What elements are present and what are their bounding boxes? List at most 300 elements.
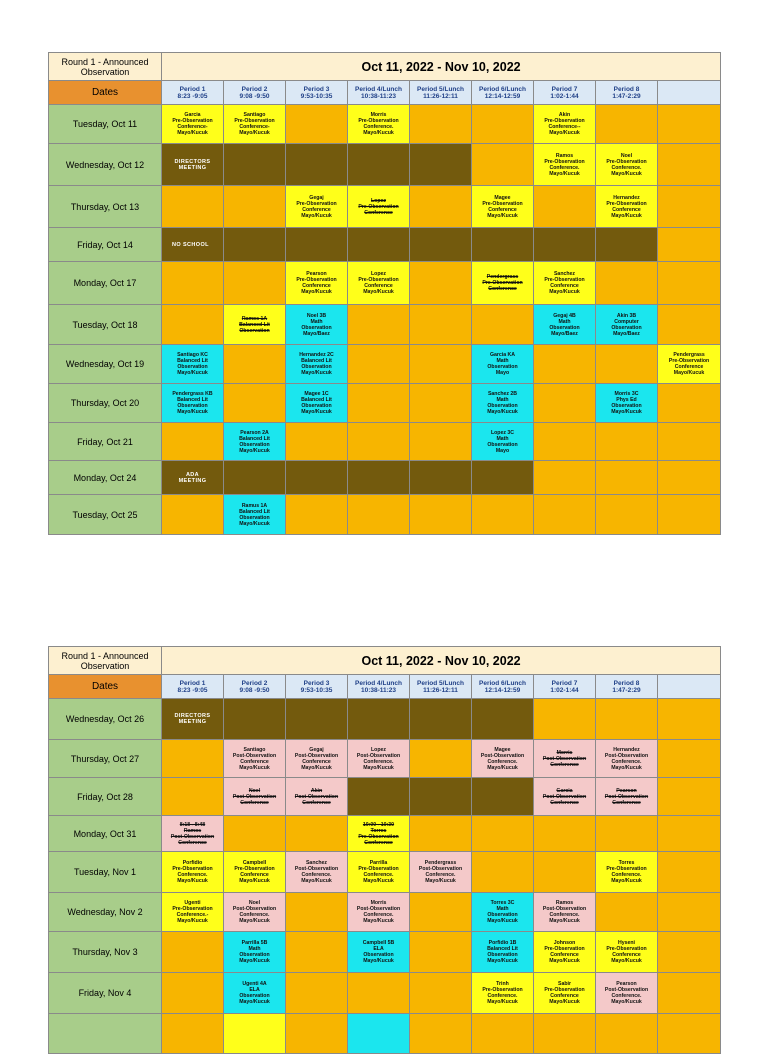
schedule-cell — [348, 423, 410, 461]
schedule-cell — [162, 305, 224, 345]
cell-text-line: Mayo/Baez — [303, 330, 330, 337]
schedule-cell — [596, 423, 658, 461]
schedule-cell — [596, 345, 658, 384]
period-header — [658, 675, 721, 699]
schedule-cell — [472, 186, 534, 228]
cell-text-line: Magee — [494, 194, 511, 201]
cell-text-line: Mayo/Kucuk — [239, 520, 270, 527]
schedule-cell — [596, 699, 658, 740]
schedule-cell — [162, 384, 224, 423]
date-cell: Thursday, Oct 27 — [49, 740, 162, 778]
schedule-cell — [472, 105, 534, 144]
cell-text-line: Garcia KA — [489, 352, 516, 358]
cell-text-line: Observation — [239, 441, 270, 448]
schedule-cell — [534, 423, 596, 461]
table-row — [49, 345, 721, 384]
schedule-cell — [596, 228, 658, 262]
cell-text-line: Conference — [550, 761, 579, 768]
cell-text-line: Post-Observation — [480, 752, 525, 759]
schedule-cell — [534, 816, 596, 852]
cell-text-line: Post-Observation — [356, 752, 401, 759]
schedule-cell — [472, 262, 534, 305]
cell-text-line: Hernandez — [613, 194, 640, 201]
schedule-cell — [534, 973, 596, 1014]
cell-text-line: Hyseni — [617, 940, 635, 946]
schedule-cell — [224, 461, 286, 495]
schedule-cell — [472, 778, 534, 816]
cell-text-line: Mayo/Kucuk — [363, 878, 394, 884]
schedule-cell — [348, 345, 410, 384]
cell-text-line: Observation — [363, 952, 394, 958]
schedule-table-2 — [48, 646, 721, 1054]
cell-text-line: Conference- — [239, 124, 270, 130]
date-cell: Thursday, Oct 20 — [49, 384, 162, 423]
cell-text-line: Pre-Observation — [234, 866, 275, 872]
schedule-cell — [410, 262, 472, 305]
schedule-cell — [286, 1014, 348, 1054]
cell-text-line: Conference. — [239, 912, 270, 918]
schedule-cell — [658, 345, 721, 384]
schedule-cell — [658, 852, 721, 893]
date-cell: Thursday, Nov 3 — [49, 932, 162, 973]
schedule-cell — [286, 186, 348, 228]
cell-text-line: Conference. — [487, 993, 518, 999]
cell-text-line: Mayo/Kucuk — [611, 878, 642, 884]
schedule-cell — [162, 105, 224, 144]
cell-text-line: Torres — [370, 827, 387, 834]
schedule-cell — [162, 345, 224, 384]
cell-text-line: Mayo/Kucuk — [487, 764, 518, 771]
cell-text-line: Observation — [177, 364, 208, 370]
cell-text-line: Conference. — [177, 872, 208, 878]
cell-text-line: Observation — [239, 952, 270, 958]
cell-text-line: Magee 1C — [304, 391, 329, 397]
date-cell: Wednesday, Oct 19 — [49, 345, 162, 384]
schedule-cell — [658, 461, 721, 495]
cell-text-line: Ramos — [555, 152, 574, 159]
cell-text-line: Noel — [248, 900, 261, 906]
period-header — [348, 675, 410, 699]
cell-text-line: Pre-Observation — [172, 118, 213, 124]
cell-text-line: Torres — [618, 860, 635, 866]
cell-text-line: Campbell 5B — [362, 940, 395, 946]
cell-text-line: Pre-Observation — [544, 987, 585, 993]
schedule-cell — [286, 973, 348, 1014]
schedule-cell — [472, 932, 534, 973]
date-cell: Friday, Oct 28 — [49, 778, 162, 816]
schedule-cell — [472, 345, 534, 384]
schedule-cell — [410, 778, 472, 816]
cell-text-line: Mayo/Kucuk — [239, 918, 270, 924]
schedule-cell — [410, 228, 472, 262]
cell-text-line: Balanced Lit — [301, 397, 332, 403]
cell-text-line: Mayo/Kucuk — [363, 958, 394, 964]
cell-text-line: Conference — [674, 364, 704, 370]
cell-text-line: Garcia — [556, 787, 573, 794]
schedule-cell — [658, 740, 721, 778]
cell-text-line: Mayo — [495, 447, 510, 454]
cell-text-line: Conference — [364, 839, 393, 846]
cell-text-line: Conference — [550, 283, 579, 289]
cell-text-line: Math — [310, 318, 323, 325]
cell-text-line: Post-Observation — [542, 906, 587, 912]
cell-text-line: Pre-Observation — [606, 158, 647, 165]
cell-text-line: Post-Observation — [232, 906, 277, 912]
cell-text-line: Mayo/Kucuk — [487, 958, 518, 964]
schedule-cell — [224, 973, 286, 1014]
period-time: 8:23 -9:05 — [177, 686, 208, 694]
cell-text-line: Akin 3B — [616, 312, 637, 319]
cell-text-line: Ramos — [183, 827, 202, 834]
schedule-cell — [472, 228, 534, 262]
schedule-cell — [162, 186, 224, 228]
schedule-cell — [534, 495, 596, 535]
cell-text-line: Mayo/Kucuk — [363, 289, 394, 295]
cell-text-line: Math — [496, 358, 509, 364]
cell-text-line: Observation — [487, 403, 518, 409]
schedule-cell — [224, 305, 286, 345]
cell-text-line: Akin — [558, 112, 571, 118]
period-header — [410, 675, 472, 699]
cell-text-line: ELA — [249, 987, 260, 993]
cell-text-line: Pre-Observation — [358, 118, 399, 124]
cell-text-line: Pre-Observation — [668, 358, 710, 364]
cell-text-line: Ramus 1A — [241, 502, 268, 509]
cell-text-line: Observation — [301, 324, 332, 331]
cell-text-line: Mayo/Kucuk — [611, 212, 642, 219]
cell-text-line: Mayo/Kucuk — [177, 409, 208, 415]
cell-text-line: Balanced Lit — [487, 946, 518, 952]
schedule-cell — [286, 778, 348, 816]
schedule-cell — [472, 816, 534, 852]
round-label: Round 1 - Announced Observation — [49, 53, 162, 81]
schedule-cell — [472, 423, 534, 461]
schedule-cell — [286, 262, 348, 305]
cell-text-line: Mayo/Kucuk — [363, 764, 394, 771]
schedule-cell — [286, 852, 348, 893]
schedule-table-1 — [48, 52, 721, 535]
cell-text-line: Conference-- — [548, 124, 581, 130]
cell-text-line: Mayo/Kucuk — [549, 170, 580, 177]
schedule-cell — [472, 1014, 534, 1054]
cell-text-line: Observation — [177, 403, 208, 409]
date-cell: Wednesday, Oct 26 — [49, 699, 162, 740]
cell-text-line: Sabir — [558, 981, 571, 987]
schedule-cell — [224, 384, 286, 423]
cell-text-line: Pre-Observation — [606, 946, 647, 952]
period-time: 11:26-12:11 — [423, 686, 458, 694]
period-name: Period 7 — [551, 679, 578, 687]
schedule-cell — [286, 384, 348, 423]
schedule-cell — [224, 186, 286, 228]
schedule-cell — [658, 816, 721, 852]
cell-text-line: ADA — [185, 471, 200, 478]
schedule-cell — [472, 973, 534, 1014]
cell-text-line: Pendergrass — [424, 860, 457, 866]
schedule-cell — [410, 345, 472, 384]
cell-text-line: Pearson — [616, 981, 637, 987]
table-row — [49, 852, 721, 893]
date-cell: Wednesday, Oct 12 — [49, 144, 162, 186]
schedule-cell — [348, 699, 410, 740]
cell-text-line: Mayo/Kucuk — [611, 764, 642, 771]
period-time: 9:53-10:35 — [300, 92, 333, 100]
period-time: 9:08 -9:50 — [239, 92, 270, 100]
schedule-cell — [596, 384, 658, 423]
date-cell: Tuesday, Oct 11 — [49, 105, 162, 144]
date-cell: Thursday, Oct 13 — [49, 186, 162, 228]
schedule-cell — [658, 932, 721, 973]
cell-text-line: Mayo/Kucuk — [301, 370, 332, 376]
schedule-cell — [348, 816, 410, 852]
cell-text-line: Observation — [487, 912, 518, 918]
schedule-cell — [534, 778, 596, 816]
schedule-cell — [534, 893, 596, 932]
schedule-cell — [658, 305, 721, 345]
cell-text-line: Lopez — [371, 746, 386, 753]
schedule-cell — [472, 305, 534, 345]
cell-text-line: Post-Observation — [604, 793, 649, 800]
cell-text-line: Hernandez 2C — [299, 352, 334, 358]
schedule-cell — [162, 262, 224, 305]
schedule-cell — [534, 105, 596, 144]
schedule-cell — [286, 699, 348, 740]
schedule-cell — [596, 262, 658, 305]
schedule-cell — [286, 105, 348, 144]
schedule-cell — [410, 932, 472, 973]
period-name: Period 5/Lunch — [417, 85, 464, 93]
cell-text-line: Trinh — [496, 981, 509, 987]
schedule-cell — [162, 228, 224, 262]
cell-text-line: Conference — [240, 799, 269, 806]
cell-text-line: Post-Observation — [356, 906, 401, 912]
cell-text-line: Mayo/Kucuk — [611, 999, 642, 1005]
schedule-cell — [658, 144, 721, 186]
cell-text-line: Conference.- — [176, 912, 209, 918]
table-row — [49, 699, 721, 740]
cell-text-line: Conference — [302, 283, 331, 289]
cell-text-line: Conference — [550, 993, 579, 999]
cell-text-line: Pre-Observation — [172, 866, 213, 872]
cell-text-line: Sanchez 2B — [487, 391, 518, 397]
period-header — [472, 81, 534, 105]
table-row — [49, 495, 721, 535]
period-time: 1:47-2:29 — [612, 92, 641, 100]
cell-text-line: Mayo/Baez — [551, 330, 578, 337]
cell-text-line: Pendergrass — [673, 352, 705, 358]
cell-text-line: Noel — [620, 152, 633, 159]
cell-text-line: Pre-Observation — [358, 277, 399, 283]
period-time: 1:02-1:44 — [550, 686, 579, 694]
schedule-cell — [596, 778, 658, 816]
cell-text-line: Pre-Observation — [358, 866, 399, 872]
schedule-cell — [410, 699, 472, 740]
schedule-cell — [534, 699, 596, 740]
schedule-cell — [224, 740, 286, 778]
period-name: Period 1 — [179, 85, 206, 93]
schedule-cell — [162, 423, 224, 461]
cell-text-line: Mayo/Kucuk — [487, 918, 518, 924]
cell-text-line: Observation — [239, 993, 270, 999]
cell-text-line: Pendergrass KB — [172, 391, 213, 397]
cell-text-line: Pre-Observation — [482, 987, 523, 993]
cell-text-line: Conference. — [549, 164, 580, 171]
cell-text-line: Pre-Observation — [482, 280, 523, 286]
schedule-cell — [224, 423, 286, 461]
schedule-cell — [534, 186, 596, 228]
period-name: Period 2 — [241, 679, 268, 687]
period-header — [286, 81, 348, 105]
schedule-cell — [534, 262, 596, 305]
period-time: 10:38-11:23 — [360, 686, 397, 694]
period-name: Period 1 — [179, 679, 206, 687]
cell-text-line: Math — [496, 906, 509, 912]
schedule-cell — [348, 305, 410, 345]
period-header — [596, 81, 658, 105]
cell-text-line: Observation — [301, 364, 332, 370]
schedule-cell — [472, 461, 534, 495]
date-range-title: Oct 11, 2022 - Nov 10, 2022 — [162, 647, 721, 675]
schedule-cell — [348, 893, 410, 932]
schedule-cell — [596, 186, 658, 228]
cell-text-line: Mayo/Kucuk — [177, 370, 208, 376]
date-cell: Monday, Oct 17 — [49, 262, 162, 305]
cell-text-line: Mayo/Baez — [613, 330, 640, 337]
schedule-cell — [534, 461, 596, 495]
schedule-cell — [348, 852, 410, 893]
cell-text-line: Conference. — [363, 912, 394, 918]
period-time: 9:08 -9:50 — [239, 686, 270, 694]
schedule-cell — [224, 345, 286, 384]
cell-text-line: Post-Observation — [294, 752, 339, 759]
cell-text-line: Post-Observation — [418, 866, 463, 872]
cell-text-line: Parrilla — [369, 860, 388, 866]
schedule-cell — [410, 495, 472, 535]
cell-text-line: Mayo/Kucuk — [239, 878, 270, 884]
schedule-cell — [596, 740, 658, 778]
table-row — [49, 778, 721, 816]
cell-text-line: Porfidio — [182, 860, 203, 866]
cell-text-line: Ugenti — [184, 900, 201, 906]
schedule-cell — [348, 973, 410, 1014]
cell-text-line: Balanced Lit — [177, 358, 208, 364]
cell-text-line: Conference. — [301, 872, 332, 878]
period-time: 1:47-2:29 — [612, 686, 641, 694]
cell-text-line: Magee — [494, 746, 511, 753]
cell-text-line: Parrilla 5B — [241, 940, 268, 946]
period-name: Period 5/Lunch — [417, 679, 464, 687]
date-cell: Monday, Oct 24 — [49, 461, 162, 495]
schedule-cell — [410, 1014, 472, 1054]
cell-text-line: Post-Observation — [294, 793, 339, 800]
cell-text-line: Conference. — [363, 872, 394, 878]
cell-text-line: Conference — [550, 952, 579, 958]
dates-header: Dates — [49, 81, 162, 105]
cell-text-line: Conference — [302, 758, 331, 765]
schedule-cell — [658, 384, 721, 423]
cell-text-line: Mayo/Kucuk — [549, 918, 580, 924]
schedule-cell — [286, 816, 348, 852]
cell-text-line: Mayo/Kucuk — [239, 130, 270, 136]
cell-text-line: Lopez 3C — [490, 429, 515, 436]
cell-text-line: Pre-Observation — [544, 277, 585, 283]
cell-text-line: Balanced Lit — [239, 321, 270, 328]
schedule-cell — [658, 105, 721, 144]
schedule-cell — [596, 495, 658, 535]
table-row — [49, 893, 721, 932]
cell-text-line: Post-Observation — [542, 793, 587, 800]
cell-text-line: Balanced Lit — [301, 358, 332, 364]
cell-text-line: Mayo/Kucuk — [177, 918, 208, 924]
schedule-cell — [472, 699, 534, 740]
cell-text-line: Noel — [248, 787, 261, 794]
schedule-cell — [286, 144, 348, 186]
cell-text-line: Conference. — [549, 912, 580, 918]
cell-text-line: Mayo/Kucuk — [239, 958, 270, 964]
cell-text-line: Garcia — [184, 112, 201, 118]
table-row — [49, 384, 721, 423]
schedule-cell — [162, 699, 224, 740]
cell-text-line: Conference — [612, 799, 641, 806]
cell-text-line: Sanchez — [553, 271, 576, 277]
date-cell: Friday, Nov 4 — [49, 973, 162, 1014]
cell-text-line: Mayo/Kucuk — [611, 170, 642, 177]
cell-text-line: Post-Observation — [542, 755, 587, 762]
cell-text-line: Gegaj — [309, 746, 324, 753]
schedule-cell — [472, 384, 534, 423]
cell-text-line: Conference — [612, 952, 641, 958]
cell-text-line: NO SCHOOL — [172, 241, 209, 248]
schedule-cell — [224, 699, 286, 740]
period-name: Period 4/Lunch — [355, 85, 402, 93]
cell-text-line: Conference — [178, 839, 207, 846]
cell-text-line: Post-Observation — [232, 793, 277, 800]
schedule-cell — [410, 973, 472, 1014]
table-row — [49, 461, 721, 495]
cell-text-line: Mayo/Kucuk — [239, 764, 270, 771]
cell-text-line: Computer — [614, 318, 639, 325]
schedule-cell — [534, 305, 596, 345]
schedule-cell — [410, 105, 472, 144]
cell-text-line: Pre-Observation — [606, 200, 647, 207]
schedule-cell — [596, 893, 658, 932]
cell-text-line: Porfidio 1B — [488, 940, 517, 946]
schedule-cell — [286, 423, 348, 461]
schedule-cell — [596, 852, 658, 893]
schedule-cell — [658, 778, 721, 816]
schedule-cell — [286, 893, 348, 932]
schedule-cell — [224, 893, 286, 932]
table-row — [49, 105, 721, 144]
period-header — [596, 675, 658, 699]
schedule-cell — [410, 740, 472, 778]
cell-text-line: MEETING — [178, 164, 207, 171]
cell-text-line: Conference — [302, 206, 331, 213]
cell-text-line: Pre-Observation — [358, 203, 399, 210]
cell-text-line: Gegaj 4B — [553, 312, 576, 319]
table-row — [49, 740, 721, 778]
cell-text-line: Mayo/Kucuk — [363, 130, 394, 136]
schedule-cell — [348, 105, 410, 144]
date-cell: Friday, Oct 14 — [49, 228, 162, 262]
period-header — [286, 675, 348, 699]
table-row — [49, 932, 721, 973]
schedule-cell — [596, 305, 658, 345]
cell-text-line: Balanced Lit — [239, 508, 270, 515]
period-header — [534, 81, 596, 105]
schedule-cell — [410, 852, 472, 893]
schedule-cell — [410, 461, 472, 495]
